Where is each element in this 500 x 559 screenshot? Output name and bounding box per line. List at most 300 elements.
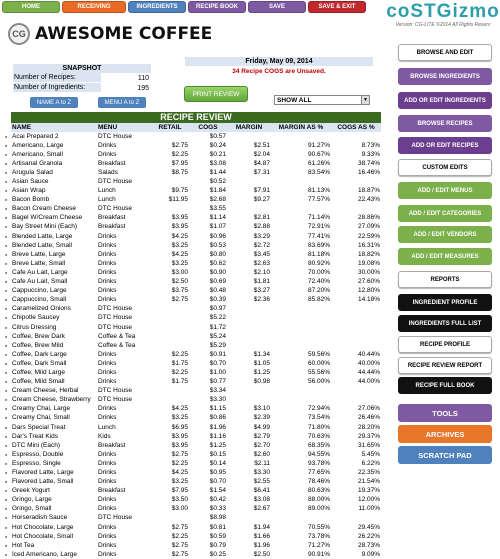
edit-categories-button[interactable]: ADD / EDIT CATEGORIES: [398, 205, 492, 222]
table-cell: $2.50: [151, 278, 189, 287]
table-row[interactable]: [4, 177, 381, 186]
table-cell: 21.54%: [331, 478, 381, 487]
table-cell: $9.27: [227, 196, 271, 205]
table-cell: 70.00%: [271, 268, 331, 277]
table-cell: [331, 132, 381, 141]
table-cell: $1.66: [227, 532, 271, 541]
table-cell: $1.25: [227, 368, 271, 377]
table-cell: Coffee, Dark Large: [11, 350, 97, 359]
row-marker-icon: ■: [4, 159, 11, 168]
nav-recipe-book-button[interactable]: RECIPE BOOK: [188, 1, 246, 13]
table-cell: 77.65%: [271, 468, 331, 477]
edit-measures-button[interactable]: ADD / EDIT MEASURES: [398, 248, 492, 265]
table-cell: 22.35%: [331, 468, 381, 477]
table-row[interactable]: [4, 414, 381, 423]
table-cell: 9.33%: [331, 150, 381, 159]
table-cell: $0.33: [189, 505, 227, 514]
table-cell: $3.95: [151, 214, 189, 223]
table-row[interactable]: [4, 341, 381, 350]
table-cell: $0.62: [189, 259, 227, 268]
table-cell: 60.00%: [271, 359, 331, 368]
table-cell: [151, 323, 189, 332]
table-cell: Drinks: [97, 259, 151, 268]
table-cell: 19.08%: [331, 259, 381, 268]
table-cell: $2.10: [227, 268, 271, 277]
table-cell: Flavored Latte, Small: [11, 478, 97, 487]
table-cell: $1.54: [189, 487, 227, 496]
table-row[interactable]: [4, 532, 381, 541]
browse-ingredients-button[interactable]: BROWSE INGREDIENTS: [398, 68, 492, 85]
table-cell: $1.75: [151, 359, 189, 368]
table-row[interactable]: [4, 541, 381, 550]
table-cell: $0.39: [189, 296, 227, 305]
table-cell: Coffee, Dark Small: [11, 359, 97, 368]
table-cell: $2.75: [151, 296, 189, 305]
table-cell: Espresso, Double: [11, 450, 97, 459]
table-cell: Breakfast: [97, 441, 151, 450]
table-cell: Salads: [97, 168, 151, 177]
table-cell: $11.95: [151, 196, 189, 205]
table-row[interactable]: [4, 523, 381, 532]
dropdown-arrow-icon[interactable]: ▼: [361, 96, 369, 104]
table-cell: DTC House: [97, 177, 151, 186]
table-cell: [227, 323, 271, 332]
tools-button[interactable]: TOOLS: [398, 404, 492, 422]
table-cell: [331, 323, 381, 332]
table-cell: 18.87%: [331, 187, 381, 196]
table-cell: 9.09%: [331, 550, 381, 559]
table-cell: $6.41: [227, 487, 271, 496]
table-cell: [151, 314, 189, 323]
recipe-full-book-button[interactable]: RECIPE FULL BOOK: [398, 377, 492, 394]
table-cell: 18.82%: [331, 250, 381, 259]
table-cell: Cappuccino, Small: [11, 296, 97, 305]
table-row[interactable]: [4, 214, 381, 223]
add-edit-recipes-button[interactable]: ADD OR EDIT RECIPES: [398, 137, 492, 154]
table-cell: $0.98: [227, 378, 271, 387]
table-cell: Greek Yogurt: [11, 487, 97, 496]
table-cell: $1.96: [227, 541, 271, 550]
table-cell: 83.69%: [271, 241, 331, 250]
table-cell: 80.92%: [271, 259, 331, 268]
ingredient-profile-button[interactable]: INGREDIENT PROFILE: [398, 294, 492, 311]
column-header: RETAIL: [151, 123, 189, 132]
table-cell: 77.41%: [271, 232, 331, 241]
table-cell: 12.00%: [331, 496, 381, 505]
table-row[interactable]: [4, 150, 381, 159]
table-cell: [331, 332, 381, 341]
archives-button[interactable]: ARCHIVES: [398, 425, 492, 443]
table-row[interactable]: [4, 387, 381, 396]
table-cell: DTC House: [97, 387, 151, 396]
table-row[interactable]: [4, 368, 381, 377]
table-cell: Cappuccino, Large: [11, 287, 97, 296]
table-cell: 31.65%: [331, 441, 381, 450]
table-cell: Drinks: [97, 496, 151, 505]
table-cell: $7.91: [227, 187, 271, 196]
table-cell: Creamy Chai, Large: [11, 405, 97, 414]
table-cell: Kids: [97, 432, 151, 441]
row-marker-icon: ■: [4, 432, 11, 441]
table-cell: [151, 205, 189, 214]
table-cell: 40.44%: [331, 350, 381, 359]
table-cell: $7.95: [151, 159, 189, 168]
table-row[interactable]: [4, 450, 381, 459]
table-cell: Asian Sauce: [11, 177, 97, 186]
table-cell: $0.48: [189, 287, 227, 296]
row-marker-icon: ■: [4, 305, 11, 314]
table-cell: 28.73%: [331, 541, 381, 550]
table-cell: Cafe Au Lait, Large: [11, 268, 97, 277]
table-cell: $3.95: [151, 223, 189, 232]
table-cell: $3.00: [151, 268, 189, 277]
table-cell: Caramelized Onions: [11, 305, 97, 314]
table-cell: $8.75: [151, 168, 189, 177]
row-marker-icon: ■: [4, 268, 11, 277]
table-cell: Drinks: [97, 523, 151, 532]
row-marker-icon: ■: [4, 150, 11, 159]
row-marker-icon: ■: [4, 496, 11, 505]
table-row[interactable]: [4, 250, 381, 259]
table-row[interactable]: [4, 259, 381, 268]
recipe-review-report-button[interactable]: RECIPE REVIEW REPORT: [398, 357, 492, 374]
table-row[interactable]: [4, 350, 381, 359]
table-row[interactable]: [4, 132, 381, 141]
table-cell: $4.25: [151, 468, 189, 477]
table-cell: Coffee, Brew Mild: [11, 341, 97, 350]
ingredients-full-list-button[interactable]: INGREDIENTS FULL LIST: [398, 315, 492, 332]
table-cell: Cream Cheese, Strawberry: [11, 396, 97, 405]
table-row[interactable]: [4, 241, 381, 250]
table-row[interactable]: [4, 459, 381, 468]
version-text: Version: CG-LITE ©2014 All Rights Reserv: [395, 22, 491, 28]
table-cell: $0.96: [189, 232, 227, 241]
table-cell: $4.25: [151, 232, 189, 241]
nav-receiving-button[interactable]: RECEIVING: [62, 1, 126, 13]
table-cell: [151, 341, 189, 350]
nav-save-exit-button[interactable]: SAVE & EXIT: [308, 1, 366, 13]
table-cell: [227, 314, 271, 323]
table-row[interactable]: [4, 423, 381, 432]
table-cell: [271, 323, 331, 332]
table-row[interactable]: [4, 505, 381, 514]
table-cell: 29.37%: [331, 432, 381, 441]
table-cell: 40.00%: [331, 359, 381, 368]
table-row[interactable]: [4, 478, 381, 487]
table-cell: 16.31%: [331, 241, 381, 250]
table-row[interactable]: [4, 159, 381, 168]
table-cell: Bacon Cream Cheese: [11, 205, 97, 214]
ingredients-count-value: 195: [137, 84, 149, 92]
table-row[interactable]: [4, 323, 381, 332]
table-cell: $0.70: [189, 478, 227, 487]
table-cell: [271, 387, 331, 396]
table-cell: Asian Wrap: [11, 187, 97, 196]
sort-name-button[interactable]: NAME A to Z: [30, 97, 78, 108]
table-cell: Drinks: [97, 232, 151, 241]
edit-vendors-button[interactable]: ADD / EDIT VENDORS: [398, 226, 492, 243]
column-header: MARGIN: [227, 123, 271, 132]
table-cell: $3.08: [189, 159, 227, 168]
table-cell: $2.75: [151, 550, 189, 559]
table-header-row: [4, 123, 381, 132]
table-cell: $2.51: [227, 141, 271, 150]
row-marker-icon: ■: [4, 141, 11, 150]
table-cell: DTC House: [97, 205, 151, 214]
recipes-count-value: 110: [137, 74, 149, 82]
table-cell: [271, 132, 331, 141]
table-cell: $2.25: [151, 350, 189, 359]
table-cell: $1.96: [189, 423, 227, 432]
table-cell: [331, 177, 381, 186]
table-cell: [271, 332, 331, 341]
table-cell: 70.63%: [271, 432, 331, 441]
table-cell: $0.21: [189, 150, 227, 159]
table-cell: 56.00%: [271, 378, 331, 387]
table-cell: 28.20%: [331, 423, 381, 432]
row-marker-icon: ■: [4, 387, 11, 396]
table-cell: 27.06%: [331, 405, 381, 414]
column-header: MARGIN AS %: [271, 123, 331, 132]
table-cell: Arugula Salad: [11, 168, 97, 177]
table-cell: Coffee, Mild Large: [11, 368, 97, 377]
table-cell: [227, 341, 271, 350]
table-cell: Acai Prepared 2: [11, 132, 97, 141]
table-cell: 6.22%: [331, 459, 381, 468]
row-marker-icon: ■: [4, 505, 11, 514]
table-cell: DTC House: [97, 514, 151, 523]
table-cell: $3.27: [227, 287, 271, 296]
table-row[interactable]: [4, 514, 381, 523]
row-marker-icon: ■: [4, 132, 11, 141]
table-cell: [227, 514, 271, 523]
top-nav: [0, 0, 385, 15]
edit-menus-button[interactable]: ADD / EDIT MENUS: [398, 182, 492, 199]
table-cell: 38.74%: [331, 159, 381, 168]
company-name: AWESOME COFFEE: [35, 24, 213, 44]
table-cell: Drinks: [97, 141, 151, 150]
table-row[interactable]: [4, 278, 381, 287]
table-cell: [331, 396, 381, 405]
table-cell: 55.56%: [271, 368, 331, 377]
row-marker-icon: ■: [4, 177, 11, 186]
table-cell: Breve Latte, Small: [11, 259, 97, 268]
table-row[interactable]: [4, 359, 381, 368]
table-cell: $3.29: [227, 232, 271, 241]
table-cell: [227, 132, 271, 141]
row-marker-icon: ■: [4, 314, 11, 323]
table-cell: [271, 177, 331, 186]
table-cell: 91.27%: [271, 141, 331, 150]
date-display: Friday, May 09, 2014: [185, 57, 373, 66]
custom-edits-button[interactable]: CUSTOM EDITS: [398, 159, 492, 176]
table-cell: Drinks: [97, 268, 151, 277]
table-cell: $1.14: [189, 214, 227, 223]
table-cell: Drinks: [97, 532, 151, 541]
table-cell: [271, 314, 331, 323]
table-cell: $2.04: [227, 150, 271, 159]
table-cell: $3.25: [151, 414, 189, 423]
table-cell: 8.73%: [331, 141, 381, 150]
table-cell: 26.46%: [331, 414, 381, 423]
table-cell: Dar's Treat Kids: [11, 432, 97, 441]
table-cell: Hot Tea: [11, 541, 97, 550]
table-cell: 12.80%: [331, 287, 381, 296]
table-row[interactable]: [4, 487, 381, 496]
table-cell: $3.25: [151, 259, 189, 268]
row-marker-icon: ■: [4, 205, 11, 214]
table-cell: Lunch: [97, 196, 151, 205]
add-edit-ingredients-button[interactable]: ADD OR EDIT INGREDIENTS: [398, 92, 492, 109]
table-cell: Iced Americano, Large: [11, 550, 97, 559]
filter-select[interactable]: [274, 95, 370, 105]
table-cell: $3.50: [151, 496, 189, 505]
table-cell: $0.59: [189, 532, 227, 541]
table-cell: 94.55%: [271, 450, 331, 459]
row-marker-icon: ■: [4, 278, 11, 287]
table-cell: $1.94: [227, 523, 271, 532]
reports-button[interactable]: REPORTS: [398, 271, 492, 288]
table-cell: DTC Mini (Each): [11, 441, 97, 450]
table-cell: 22.43%: [331, 196, 381, 205]
row-marker-icon: ■: [4, 187, 11, 196]
table-cell: $0.14: [189, 459, 227, 468]
table-cell: 44.44%: [331, 368, 381, 377]
table-cell: $0.15: [189, 450, 227, 459]
table-row[interactable]: [4, 396, 381, 405]
table-row[interactable]: [4, 196, 381, 205]
table-row[interactable]: [4, 305, 381, 314]
table-cell: 90.67%: [271, 150, 331, 159]
table-cell: [151, 396, 189, 405]
table-row[interactable]: [4, 441, 381, 450]
print-review-button[interactable]: PRINT REVIEW: [184, 86, 248, 102]
table-cell: $2.75: [151, 541, 189, 550]
table-cell: DTC House: [97, 132, 151, 141]
table-cell: $1.34: [227, 350, 271, 359]
table-cell: Hot Chocolate, Large: [11, 523, 97, 532]
row-marker-icon: ■: [4, 368, 11, 377]
table-cell: DTC House: [97, 323, 151, 332]
table-cell: 5.45%: [331, 450, 381, 459]
table-cell: $2.11: [227, 459, 271, 468]
table-cell: $0.95: [189, 468, 227, 477]
table-row[interactable]: [4, 268, 381, 277]
table-row[interactable]: [4, 187, 381, 196]
table-cell: Americano, Large: [11, 141, 97, 150]
brand: [386, 1, 500, 41]
table-cell: Drinks: [97, 505, 151, 514]
table-cell: Drinks: [97, 405, 151, 414]
table-cell: Lunch: [97, 423, 151, 432]
table-cell: $3.75: [151, 287, 189, 296]
table-cell: 16.46%: [331, 168, 381, 177]
table-cell: Cafe Au Lait, Small: [11, 278, 97, 287]
table-row[interactable]: [4, 232, 381, 241]
sort-menu-button[interactable]: MENU A to Z: [98, 97, 146, 108]
table-row[interactable]: [4, 496, 381, 505]
table-cell: Breakfast: [97, 214, 151, 223]
column-header: NAME: [11, 123, 97, 132]
table-cell: Drinks: [97, 478, 151, 487]
row-marker-icon: ■: [4, 287, 11, 296]
table-cell: [227, 387, 271, 396]
table-cell: $2.67: [227, 505, 271, 514]
row-marker-icon: ■: [4, 323, 11, 332]
table-cell: Breve Latte, Large: [11, 250, 97, 259]
browse-edit-button[interactable]: BROWSE AND EDIT: [398, 44, 492, 61]
table-cell: 87.20%: [271, 287, 331, 296]
table-cell: Drinks: [97, 241, 151, 250]
table-cell: Artisanal Granola: [11, 159, 97, 168]
table-cell: Creamy Chai, Small: [11, 414, 97, 423]
table-row[interactable]: [4, 223, 381, 232]
table-row[interactable]: [4, 405, 381, 414]
recipe-profile-button[interactable]: RECIPE PROFILE: [398, 336, 492, 353]
table-cell: $2.55: [227, 478, 271, 487]
table-cell: 78.46%: [271, 478, 331, 487]
table-row[interactable]: [4, 168, 381, 177]
nav-ingredients-button[interactable]: INGREDIENTS: [128, 1, 186, 13]
table-cell: DTC House: [97, 396, 151, 405]
table-row[interactable]: [4, 287, 381, 296]
table-cell: $3.55: [189, 205, 227, 214]
table-cell: Espresso, Single: [11, 459, 97, 468]
table-cell: $2.79: [227, 432, 271, 441]
row-marker-icon: ■: [4, 468, 11, 477]
table-cell: Coffee, Brew Dark: [11, 332, 97, 341]
title-area: [8, 19, 383, 49]
table-row[interactable]: [4, 205, 381, 214]
table-cell: $4.99: [227, 423, 271, 432]
row-marker-icon: ■: [4, 532, 11, 541]
table-cell: $1.84: [189, 187, 227, 196]
row-marker-icon: ■: [4, 541, 11, 550]
table-cell: $2.81: [227, 214, 271, 223]
row-marker-icon: ■: [4, 396, 11, 405]
table-cell: 71.80%: [271, 423, 331, 432]
table-cell: $0.70: [189, 359, 227, 368]
table-cell: $0.80: [189, 250, 227, 259]
row-marker-icon: ■: [4, 523, 11, 532]
table-cell: $2.75: [151, 523, 189, 532]
scratch-pad-button[interactable]: SCRATCH PAD: [398, 446, 492, 464]
table-cell: $3.25: [151, 478, 189, 487]
row-marker-icon: ■: [4, 259, 11, 268]
nav-save-button[interactable]: SAVE: [248, 1, 306, 13]
table-cell: [331, 514, 381, 523]
table-row[interactable]: [4, 314, 381, 323]
table-cell: $0.77: [189, 378, 227, 387]
table-cell: Drinks: [97, 150, 151, 159]
table-row[interactable]: [4, 332, 381, 341]
table-row[interactable]: [4, 296, 381, 305]
table-cell: $1.05: [227, 359, 271, 368]
table-cell: $2.68: [189, 196, 227, 205]
row-marker-icon: ■: [4, 550, 11, 559]
table-row[interactable]: [4, 468, 381, 477]
table-row[interactable]: [4, 550, 381, 559]
table-cell: [151, 305, 189, 314]
table-row[interactable]: [4, 141, 381, 150]
nav-home-button[interactable]: HOME: [2, 1, 60, 13]
table-row[interactable]: [4, 378, 381, 387]
table-row[interactable]: [4, 432, 381, 441]
table-cell: $0.57: [189, 132, 227, 141]
table-cell: Horseradish Sauce: [11, 514, 97, 523]
table-cell: 85.82%: [271, 296, 331, 305]
browse-recipes-button[interactable]: BROWSE RECIPES: [398, 115, 492, 132]
